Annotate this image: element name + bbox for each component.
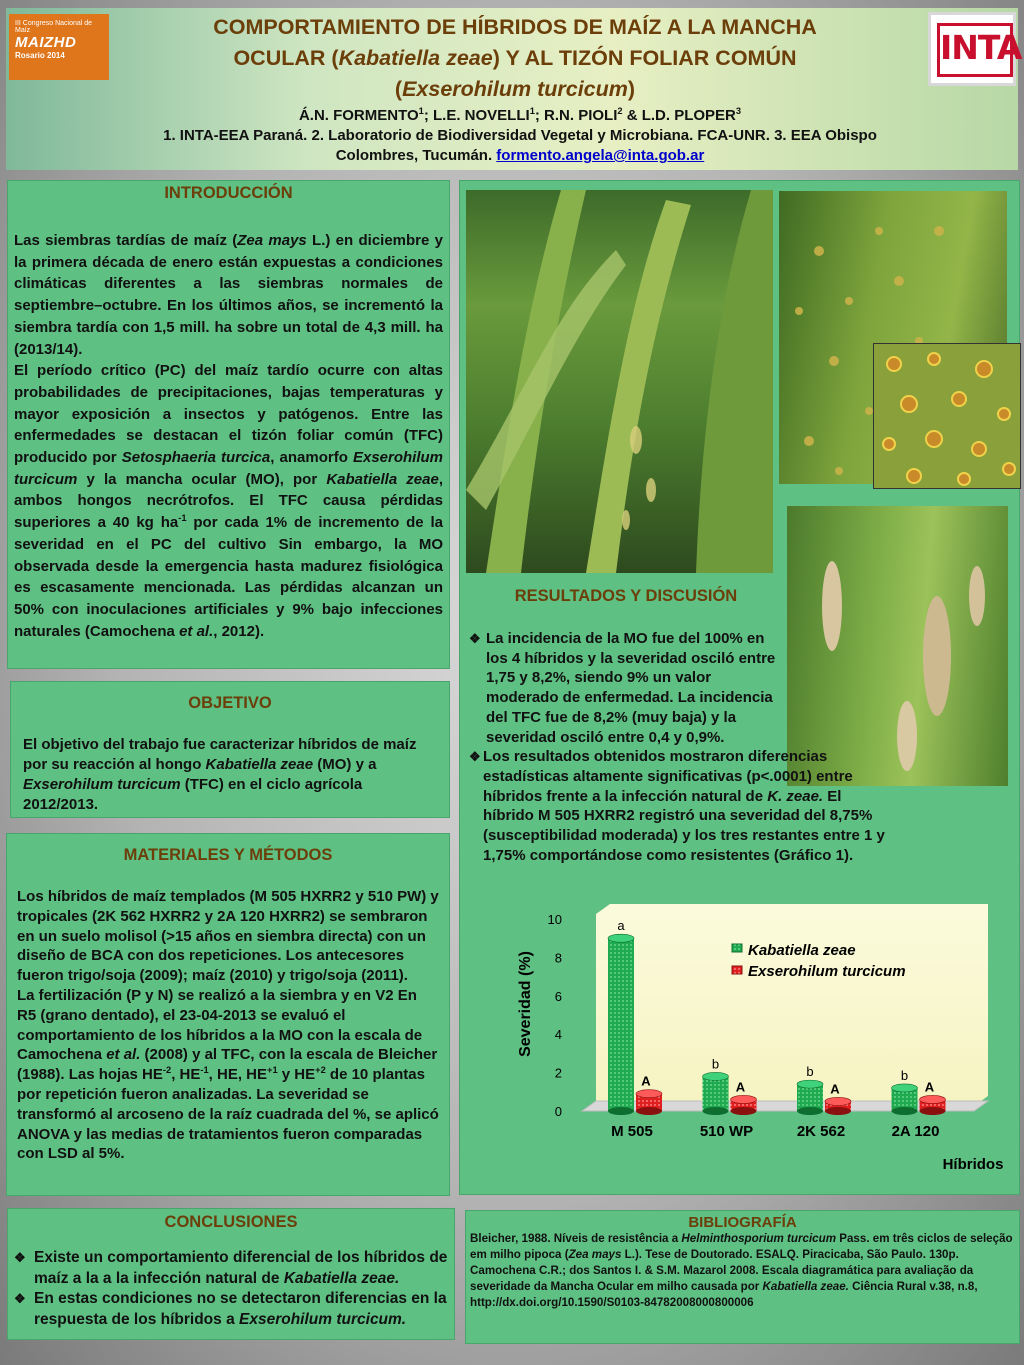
severity-chart [510, 904, 1015, 1176]
congress-logo [9, 14, 109, 80]
conclusiones-title: CONCLUSIONES [164, 1213, 298, 1231]
objetivo-text: El objetivo del trabajo fue caracterizar híbridos de maíz por su reacción al hongo Kabatiella zeae (MO) y a Exserohilum turcicum (TFC) en el ciclo agrícola 2012/2013. [23, 736, 417, 813]
x-tick-label: M 505 [611, 1123, 653, 1140]
legend-label-kabatiella: Kabatiella zeae [748, 942, 856, 959]
intro-title: INTRODUCCIÓN [164, 184, 293, 202]
legend-swatch-exserohilum [732, 966, 742, 974]
reference-item: Camochena C.R.; dos Santos I. & S.M. Mazarol 2008. Escala diagramática para avaliação da severidade da Mancha Ocular em milho causada por Kabatiella zeae. Ciência Rural v.38, n.8, http://dx.doi.org/10.1590/S0103-84782008000800006 [470, 1264, 978, 1309]
conclusion-item: ❖ Existe un comportamiento diferencial de los híbridos de maíz a la a la infección natural de Kabatiella zeae. [14, 1249, 448, 1287]
y-tick-label: 8 [554, 950, 562, 966]
inta-logo [928, 12, 1022, 86]
diamond-bullet-icon: ❖ [469, 631, 481, 646]
metodos-panel [6, 833, 450, 1196]
significance-letter: A [924, 1079, 935, 1095]
congress-logo-brand: MAIZHD [15, 34, 77, 51]
bar-exserohilum-2 [825, 1097, 851, 1115]
y-tick-label: 6 [554, 988, 562, 1004]
eyespot-closeup-photo [873, 343, 1021, 489]
significance-letter: a [617, 918, 625, 934]
poster-title [130, 12, 900, 105]
title-line-2: OCULAR (Kabatiella zeae) Y AL TIZÓN FOLIAR COMÚN [233, 46, 797, 70]
significance-letter: A [830, 1081, 840, 1097]
conclusiones-list [14, 1248, 448, 1330]
y-tick-label: 4 [554, 1027, 562, 1043]
congress-logo-place: Rosario 2014 [15, 51, 65, 60]
maize-field-illustration [466, 190, 773, 573]
intro-text: Las siembras tardías de maíz (Zea mays L.) en diciembre y la primera década de enero están expuestas a condiciones climáticas diferentes a las siembras normales de septiembre–octubre. En los últimos años, se incrementó la siembra tardía con 1,5 mill. ha sobre un total de 4,3 mill. ha (2013/14). El período crítico (PC) del maíz tardío ocurre con altas probabilidades de precipitaciones, bajas temperaturas y mayor exposición a insectos y patógenos. Entre las enfermedades se destacan el tizón foliar común (TFC) producido por Setosphaeria turcica, anamorfo Exserohilum turcicum y la mancha ocular (MO), por Kabatiella zeae, ambos hongos necrótrofos. El TFC causa pérdidas superiores a 40 kg $ha^{-1}$ por cada 1% de incremento de la severidad en el PC del cultivo Sin embargo, la MO observada desde la emergencia hasta madurez fisiológica es escasamente mencionada. Las pérdidas alcanzan un 50% con inoculaciones artificiales y 9% bajo infecciones naturales (Camochena et al., 2012). [14, 232, 444, 640]
authors-block [120, 106, 920, 166]
y-tick-label: 2 [554, 1065, 562, 1081]
intro-panel [7, 180, 450, 669]
conclusiones-panel [7, 1208, 455, 1340]
reference-item: Bleicher, 1988. Níveis de resistência a Helminthosporium turcicum Pass. em três ciclos de seleção em milho pipoca (Zea mays L.). Tese de Doutorado. ESALQ. Piracicaba, São Paulo. 130p. [470, 1232, 1013, 1261]
y-tick-label: 10 [547, 912, 562, 927]
resultado-item: ❖ La incidencia de la MO fue del 100% en los 4 híbridos y la severidad osciló entre 1,75 y 8,2%, siendo 9% un valor moderado de enfermedad. La incidencia del TFC fue de 8,2% (muy baja) y la severidad osciló entre 0,4 y 0,9%. [469, 630, 776, 746]
maize-field-photo [466, 190, 773, 573]
significance-letter: b [900, 1067, 909, 1083]
bar-kabatiella-1 [703, 1072, 729, 1115]
eyespot-lesions-illustration [874, 344, 1021, 489]
title-line-1: COMPORTAMIENTO DE HÍBRIDOS DE MAÍZ A LA MANCHA [213, 15, 817, 39]
inta-logo-text: INTA [937, 23, 1013, 77]
resultados-list [469, 629, 893, 865]
chart-wall [596, 904, 988, 1106]
legend-label-exserohilum: Exserohilum turcicum [748, 963, 906, 980]
congress-logo-small-text: III Congreso Nacional de Maíz [15, 20, 93, 34]
email-link[interactable]: formento.angela@inta.gob.ar [496, 147, 705, 164]
x-tick-label: 2A 120 [891, 1123, 940, 1140]
conclusion-item: ❖ En estas condiciones no se detectaron diferencias en la respuesta de los híbridos a Exserohilum turcicum. [14, 1290, 447, 1328]
title-line-3: (Exserohilum turcicum) [394, 77, 636, 101]
significance-letter: A [735, 1079, 746, 1095]
bar-exserohilum-0 [636, 1090, 662, 1115]
metodos-text: Los híbridos de maíz templados (M 505 HXRR2 y 510 PW) y tropicales (2K 562 HXRR2 y 2A 120 HXRR2) se sembraron en un suelo molisol (>15 años en siembra directa) con un diseño de BCA con dos repeticiones. Los antecesores fueron trigo/soja (2009); maíz (2010) y trigo/soja (2011). La fertilización (P y N) se realizó a la siembra y en V2 En R5 (grano dentado), el 23-04-2013 se evaluó el comportamiento de los híbridos a la MO con la escala de Camochena et al. (2008) y al TFC, con la escala de Bleicher (1988). Las hojas $HE^{-2}$, $HE^{-1}$, HE, $HE^{+1}$ y $HE^{+2}$ de 10 plantas por repetición fueron analizadas. La severidad se transformó al arcoseno de la raíz cuadrada del %, se aplicó ANOVA y las medias de tratamientos fueron comparadas con LSD al 5%. [17, 888, 439, 1163]
y-tick-label: 0 [554, 1104, 562, 1119]
significance-letter: A [641, 1073, 651, 1089]
bar-kabatiella-0 [608, 934, 634, 1115]
resultados-title: RESULTADOS Y DISCUSIÓN [514, 587, 738, 605]
affiliations: 1. INTA-EEA Paraná. 2. Laboratorio de Biodiversidad Vegetal y Microbiana. FCA-UNR. 3. EEA Obispo Colombres, Tucumán. formento.angela@inta.gob.ar [163, 127, 877, 164]
bar-kabatiella-3 [892, 1084, 918, 1115]
significance-letter: b [711, 1056, 720, 1072]
y-axis-label: Severidad (%) [517, 951, 534, 1057]
bar-exserohilum-3 [920, 1095, 946, 1115]
objetivo-title: OBJETIVO [188, 694, 272, 712]
diamond-bullet-icon: ❖ [14, 1250, 26, 1265]
diamond-bullet-icon: ❖ [469, 749, 481, 765]
bibliografia-panel [465, 1210, 1020, 1344]
legend-swatch-kabatiella [732, 944, 742, 952]
resultado-item: ❖ Los resultados obtenidos mostraron diferencias estadísticas altamente significativas (p<.0001) entre híbridos frente a la infección natural de K. zeae. El híbrido M 505 HXRR2 registró una severidad del 8,75% (susceptibilidad moderada) y los tres restantes entre 1 y 1,75% comportándose como resistentes (Gráfico 1). [469, 748, 885, 864]
bar-exserohilum-1 [731, 1095, 757, 1115]
metodos-title: MATERIALES Y MÉTODOS [123, 846, 333, 864]
author-list: Á.N. FORMENTO$^1$; L.E. NOVELLI$^1$; R.N. PIOLI$^2$ & L.D. PLOPER$^3$ [298, 106, 742, 124]
x-tick-label: 2K 562 [796, 1123, 846, 1140]
x-tick-label: 510 WP [699, 1123, 754, 1140]
significance-letter: b [806, 1064, 814, 1080]
diamond-bullet-icon: ❖ [14, 1291, 26, 1306]
bibliografia-refs [470, 1231, 1015, 1311]
bibliografia-title: BIBLIOGRAFÍA [688, 1214, 797, 1231]
bar-kabatiella-2 [797, 1080, 823, 1115]
chart-canvas [510, 904, 1015, 1176]
objetivo-panel [10, 681, 450, 818]
x-axis-label: Híbridos [942, 1156, 1004, 1173]
